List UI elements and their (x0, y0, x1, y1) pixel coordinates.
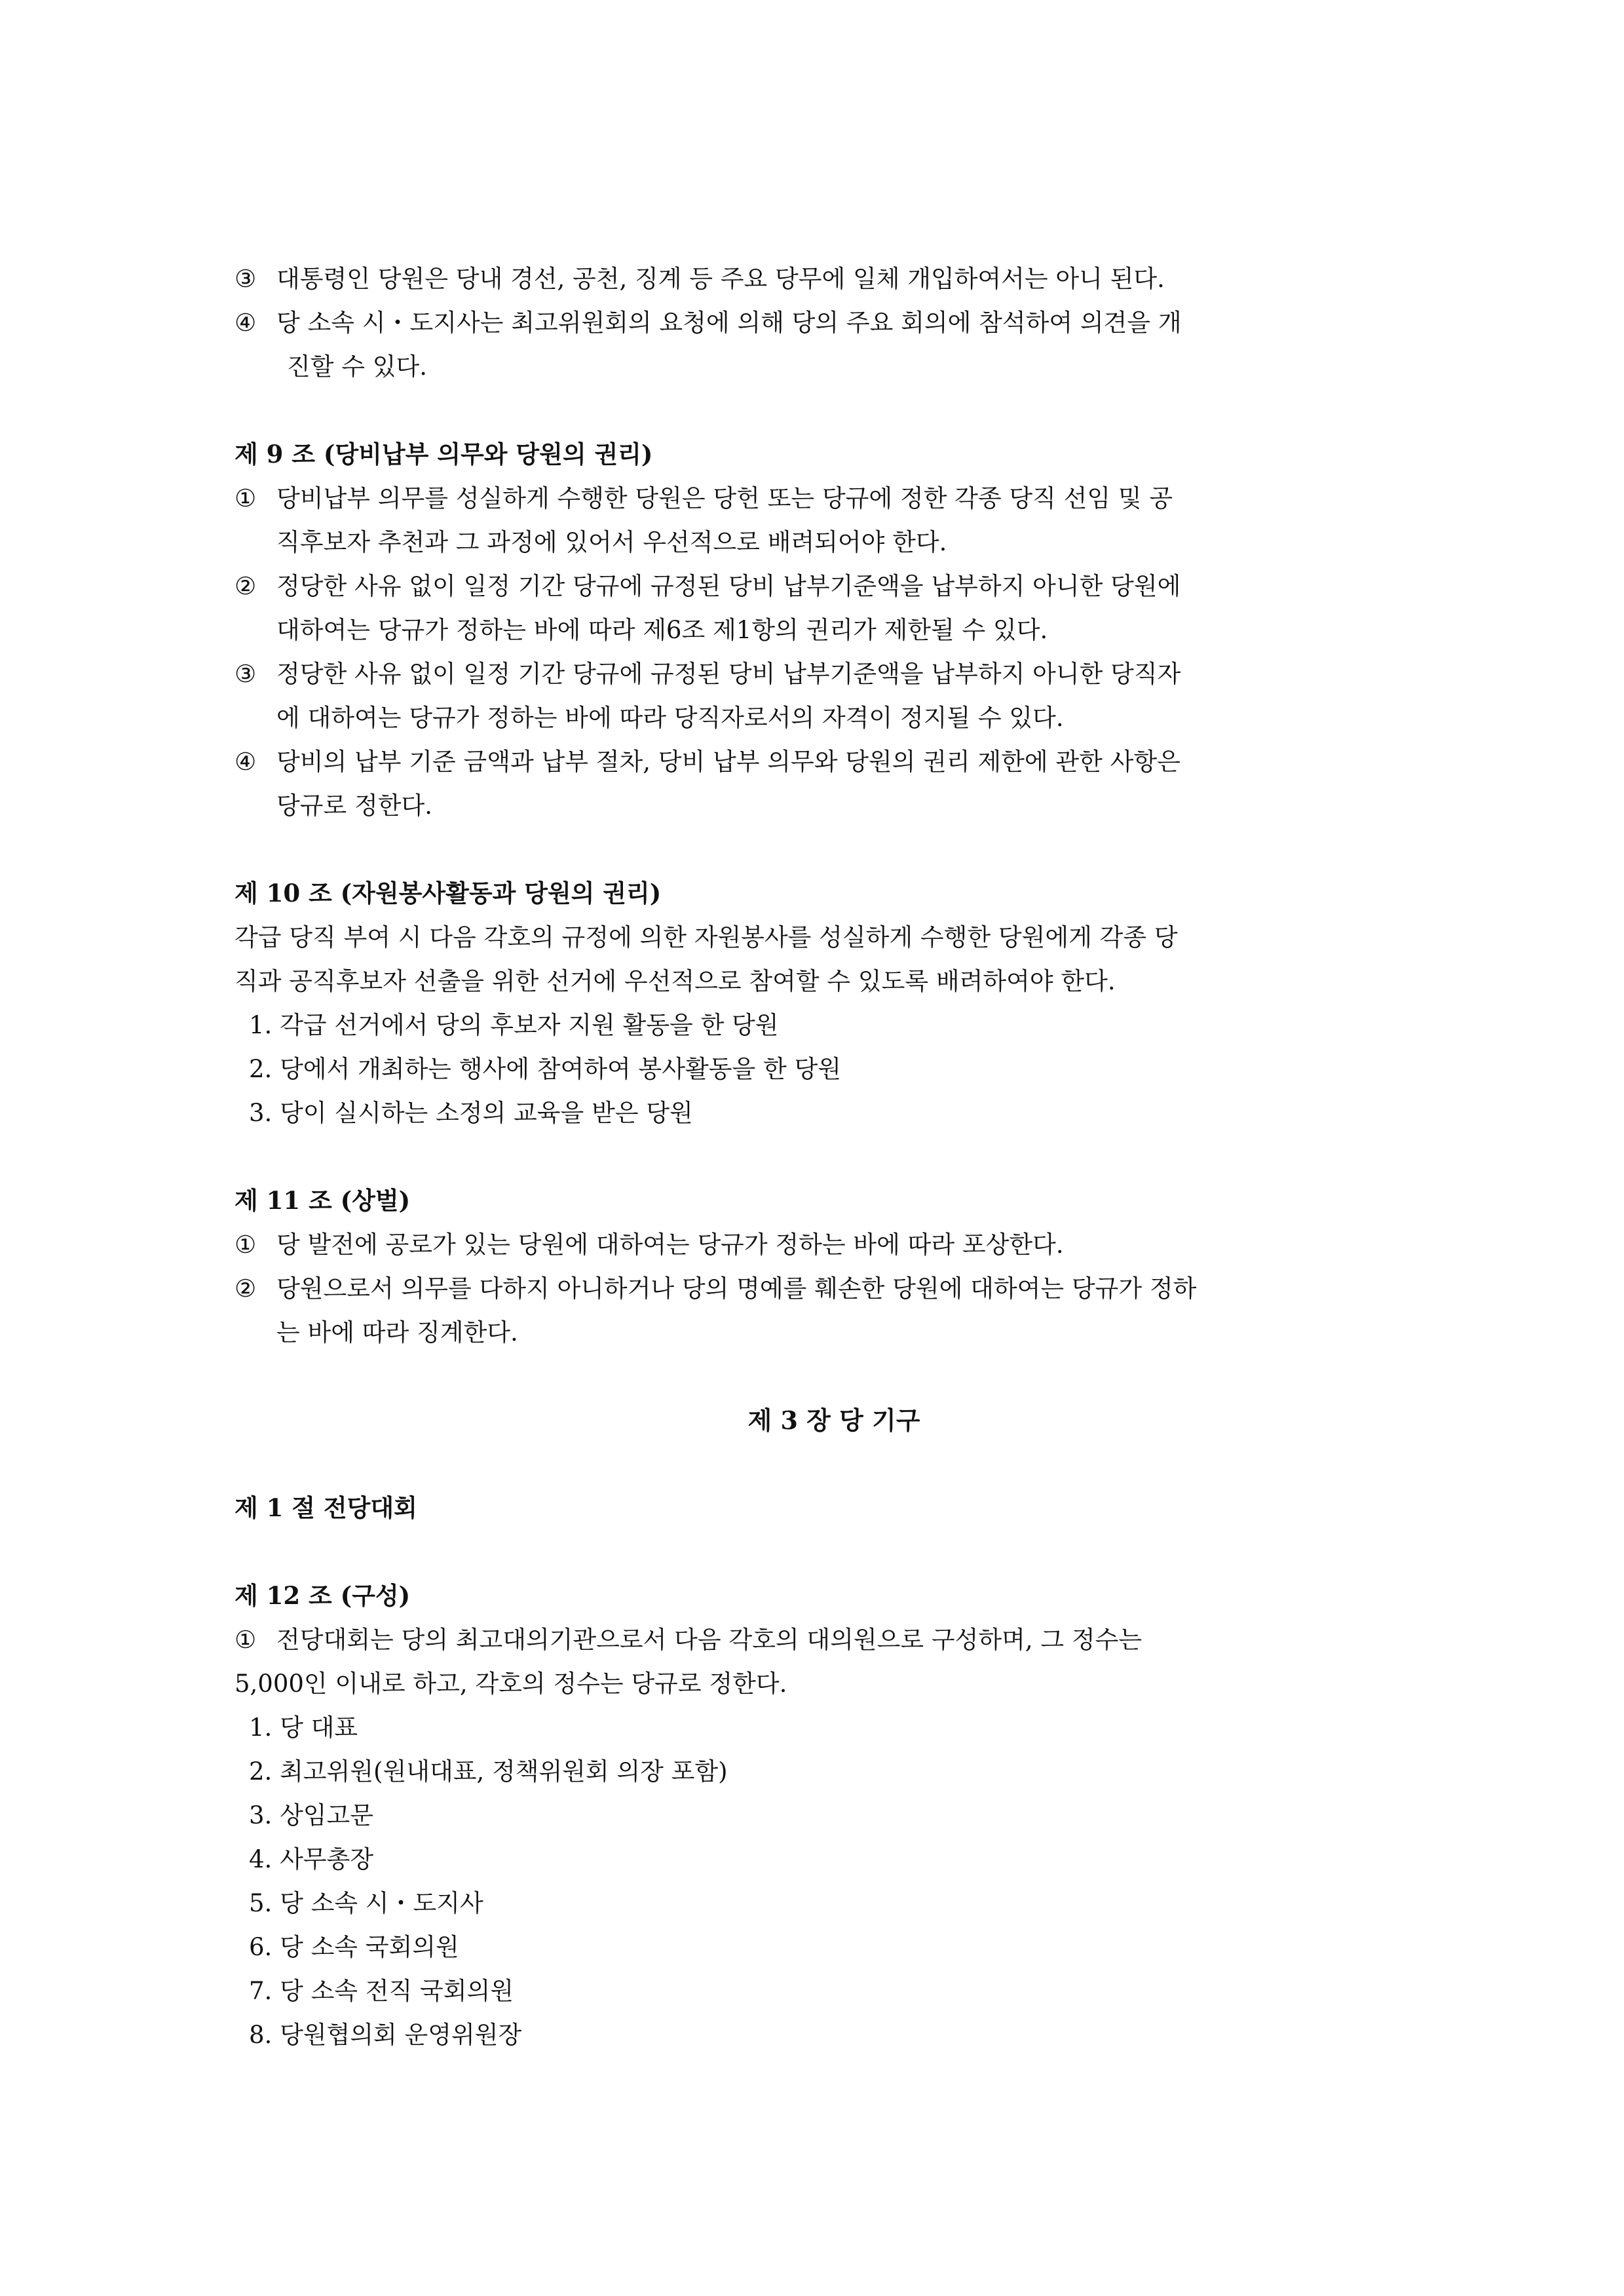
article12-item-3: 3. 상임고문 (249, 1801, 374, 1829)
article12-item-8: 8. 당원협의회 운영위원장 (249, 2021, 522, 2049)
article12-heading: 제 12 조 (구성) (235, 1581, 411, 1610)
paragraph-text: 정당한 사유 없이 일정 기간 당규에 규정된 당비 납부기준액을 납부하지 아니한 당직자 (276, 660, 1181, 688)
article11-paragraph-2 (235, 1267, 1407, 1311)
paragraph-marker: ① (235, 484, 257, 512)
paragraph-text: 당비납부 의무를 성실하게 수행한 당원은 당헌 또는 당규에 정한 각종 당직 선임 및 공 (276, 484, 1173, 512)
article12-item-7: 7. 당 소속 전직 국회의원 (249, 1977, 514, 2005)
paragraph-text: 대통령인 당원은 당내 경선, 공천, 징계 등 주요 당무에 일체 개입하여서는 아니 된다. (276, 265, 1165, 293)
article9-paragraph-4 (235, 740, 1407, 784)
article11-paragraph-2-continuation: 는 바에 따라 징계한다. (276, 1318, 518, 1347)
article12-item-5: 5. 당 소속 시・도지사 (249, 1889, 483, 1917)
article11-heading: 제 11 조 (상벌) (235, 1186, 411, 1215)
article9-heading: 제 9 조 (당비납부 의무와 당원의 권리) (235, 440, 653, 469)
article8-paragraph-4-continuation: 진할 수 있다. (287, 353, 427, 381)
paragraph-text: 당 발전에 공로가 있는 당원에 대하여는 당규가 정하는 바에 따라 포상한다. (276, 1231, 1064, 1259)
chapter-title: 제 3 장 당 기구 (747, 1406, 920, 1435)
article9-paragraph-1 (235, 476, 1407, 520)
article9-paragraph-1-continuation: 직후보자 추천과 그 과정에 있어서 우선적으로 배려되어야 한다. (276, 528, 947, 556)
article10-body-line-2: 직과 공직후보자 선출을 위한 선거에 우선적으로 참여할 수 있도록 배려하여야 한다. (235, 967, 1116, 995)
article12-item-1: 1. 당 대표 (249, 1713, 358, 1742)
article10-item-1: 1. 각급 선거에서 당의 후보자 지원 활동을 한 당원 (249, 1011, 779, 1039)
article12-item-6: 6. 당 소속 국회의원 (249, 1933, 459, 1961)
paragraph-text: 정당한 사유 없이 일정 기간 당규에 규정된 당비 납부기준액을 납부하지 아니한 당원에 (276, 572, 1181, 600)
article12-paragraph-1 (235, 1618, 1407, 1662)
paragraph-marker: ④ (235, 748, 257, 776)
paragraph-marker: ① (235, 1231, 257, 1259)
article10-item-2: 2. 당에서 개최하는 행사에 참여하여 봉사활동을 한 당원 (249, 1055, 841, 1083)
article8-paragraph-4 (235, 301, 1407, 345)
paragraph-marker: ② (235, 1274, 257, 1303)
article12-item-4: 4. 사무총장 (249, 1845, 374, 1873)
article10-item-3: 3. 당이 실시하는 소정의 교육을 받은 당원 (249, 1099, 693, 1127)
paragraph-text: 전당대회는 당의 최고대의기관으로서 다음 각호의 대의원으로 구성하며, 그 정수는 (276, 1626, 1142, 1654)
article9-paragraph-3 (235, 652, 1407, 696)
article8-paragraph-3 (235, 257, 1407, 301)
paragraph-marker: ③ (235, 660, 257, 688)
article11-paragraph-1 (235, 1223, 1407, 1267)
article12-item-2: 2. 최고위원(원내대표, 정책위원회 의장 포함) (249, 1757, 728, 1786)
article9-paragraph-2 (235, 564, 1407, 608)
section-title: 제 1 절 전당대회 (235, 1493, 417, 1522)
paragraph-text: 당원으로서 의무를 다하지 아니하거나 당의 명예를 훼손한 당원에 대하여는 당규가 정하 (276, 1274, 1197, 1303)
paragraph-marker: ② (235, 572, 257, 600)
article12-paragraph-1-continuation: 5,000인 이내로 하고, 각호의 정수는 당규로 정한다. (235, 1670, 787, 1698)
article10-body-line-1: 각급 당직 부여 시 다음 각호의 규정에 의한 자원봉사를 성실하게 수행한 당원에게 각종 당 (235, 923, 1178, 951)
article9-paragraph-2-continuation: 대하여는 당규가 정하는 바에 따라 제6조 제1항의 권리가 제한될 수 있다. (276, 616, 1048, 644)
paragraph-text: 당비의 납부 기준 금액과 납부 절차, 당비 납부 의무와 당원의 권리 제한에 관한 사항은 (276, 748, 1180, 776)
article9-paragraph-3-continuation: 에 대하여는 당규가 정하는 바에 따라 당직자로서의 자격이 정지될 수 있다. (276, 704, 1064, 732)
document-page (235, 257, 1407, 2057)
article10-heading: 제 10 조 (자원봉사활동과 당원의 권리) (235, 879, 662, 908)
paragraph-marker: ④ (235, 309, 257, 337)
paragraph-marker: ③ (235, 265, 257, 293)
paragraph-text: 당 소속 시・도지사는 최고위원회의 요청에 의해 당의 주요 회의에 참석하여 의견을 개 (276, 309, 1182, 337)
article9-paragraph-4-continuation: 당규로 정한다. (276, 792, 432, 820)
paragraph-marker: ① (235, 1626, 257, 1654)
